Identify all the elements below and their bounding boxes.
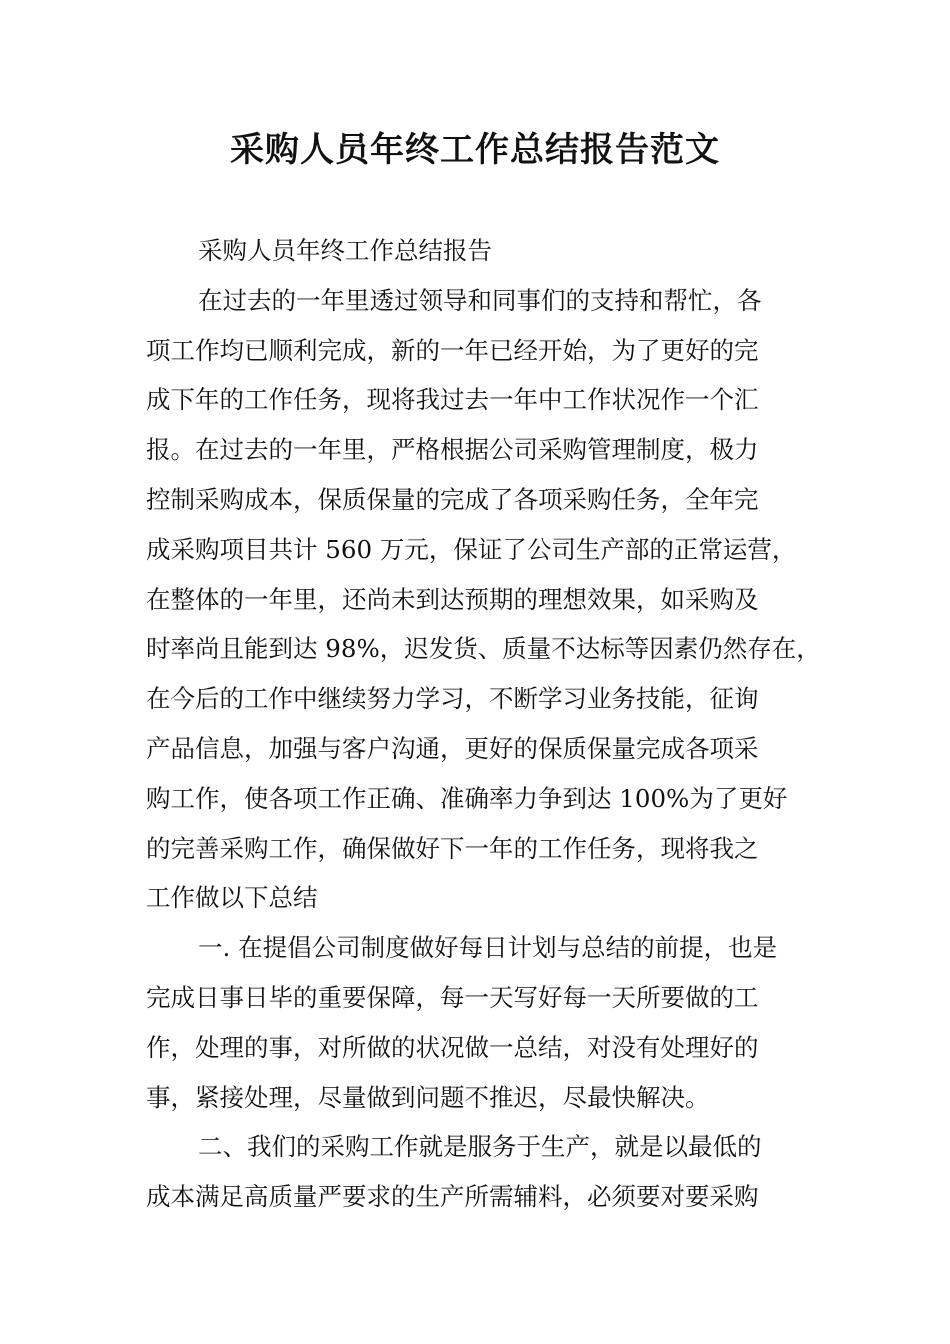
body-text-line: 在整体的一年里，还尚未到达预期的理想效果，如采购及: [146, 584, 759, 614]
document-body: [146, 226, 846, 1222]
body-text-line: 产品信息，加强与客户沟通，更好的保质保量完成各项采: [146, 733, 759, 763]
body-text-line: 成采购项目共计 560 万元，保证了公司生产部的正常运营，: [146, 534, 797, 564]
body-text-line: 报。在过去的一年里，严格根据公司采购管理制度，极力: [146, 435, 759, 465]
body-text-line: 事，紧接处理，尽量做到问题不推迟，尽最快解决。: [146, 1082, 710, 1112]
body-text-line: 在今后的工作中继续努力学习，不断学习业务技能，征询: [146, 684, 759, 714]
body-text-line: 购工作，使各项工作正确、准确率力争到达 100%为了更好: [146, 783, 788, 813]
body-text-line: 工作做以下总结: [146, 883, 318, 913]
body-text-line: 在过去的一年里透过领导和同事们的支持和帮忙，各: [198, 285, 762, 315]
body-text-line: 成本满足高质量严要求的生产所需辅料，必须要对要采购: [146, 1182, 759, 1212]
body-text-line: 完成日事日毕的重要保障，每一天写好每一天所要做的工: [146, 982, 759, 1012]
document-title: 采购人员年终工作总结报告范文: [230, 130, 720, 170]
body-text-line: 时率尚且能到达 98%，迟发货、质量不达标等因素仍然存在，: [146, 634, 821, 664]
body-text-line: 的完善采购工作，确保做好下一年的工作任务，现将我之: [146, 833, 759, 863]
body-subtitle-line: 采购人员年终工作总结报告: [198, 236, 492, 265]
body-text-line: 项工作均已顺利完成，新的一年已经开始，为了更好的完: [146, 335, 759, 365]
body-text-line: 控制采购成本，保质保量的完成了各项采购任务，全年完: [146, 484, 759, 514]
body-text-line: 二、我们的采购工作就是服务于生产，就是以最低的: [198, 1132, 762, 1162]
body-text-line: 一. 在提倡公司制度做好每日计划与总结的前提，也是: [198, 933, 778, 963]
body-text-line: 成下年的工作任务，现将我过去一年中工作状况作一个汇: [146, 385, 759, 415]
body-text-line: 作，处理的事，对所做的状况做一总结，对没有处理好的: [146, 1032, 759, 1062]
